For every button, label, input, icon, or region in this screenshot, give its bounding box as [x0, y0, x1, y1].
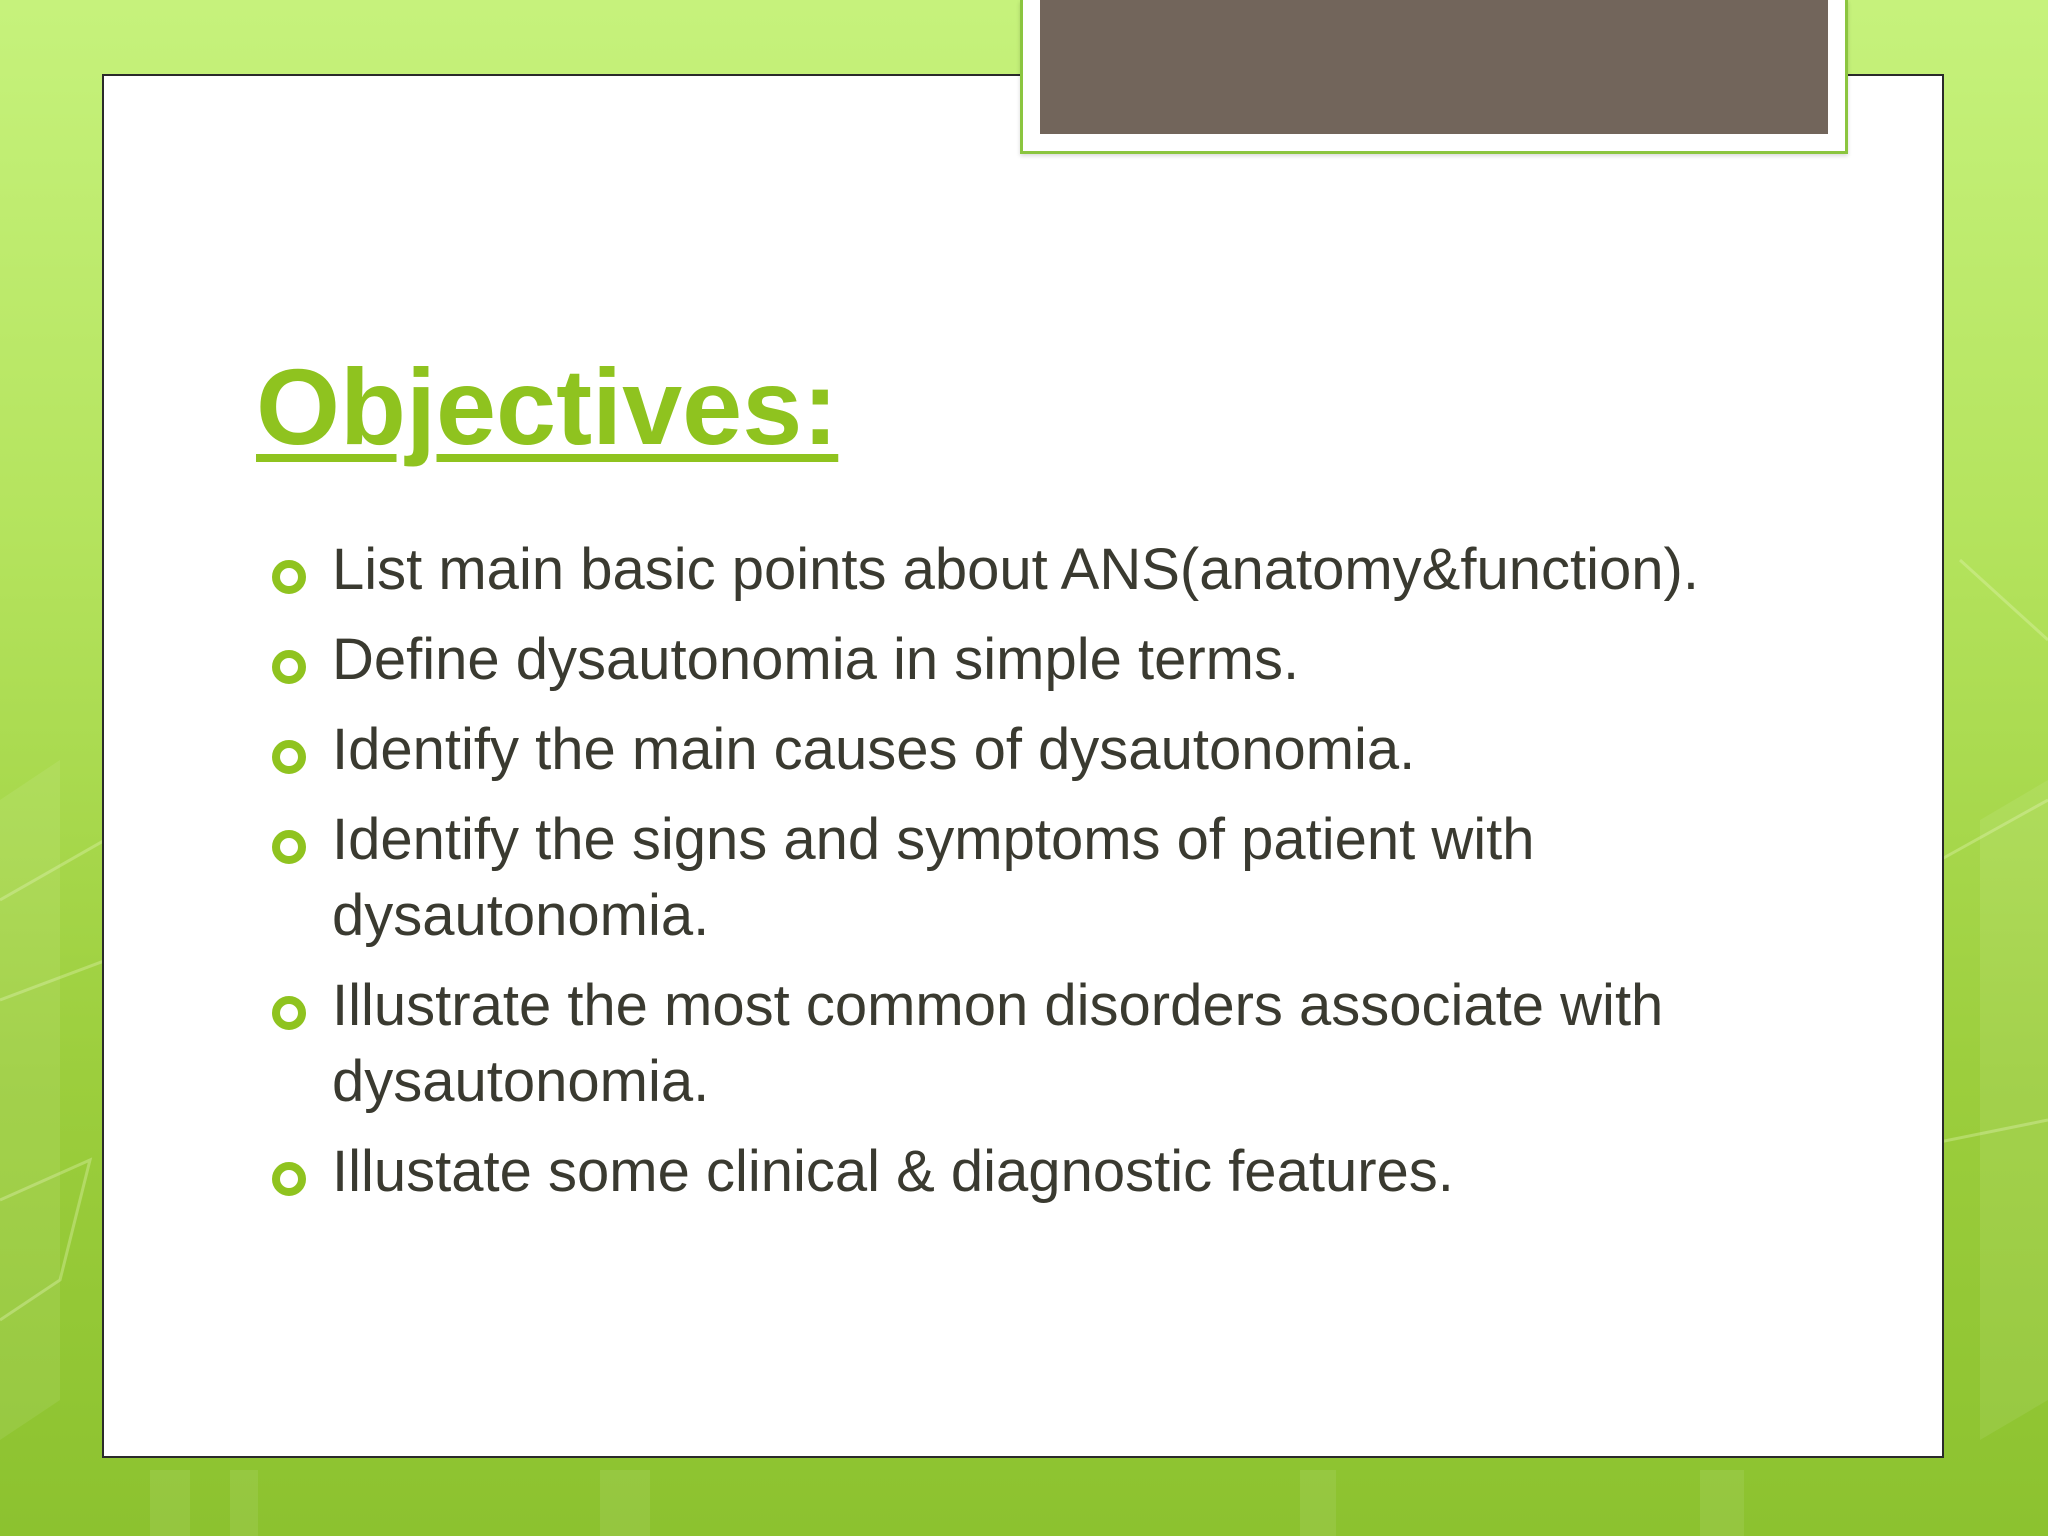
list-item-text: Identify the signs and symptoms of patient with dysautonomia.	[332, 807, 1535, 948]
list-item	[268, 968, 1768, 1120]
hollow-circle-bullet-icon	[272, 830, 306, 864]
objectives-list	[268, 532, 1768, 1224]
list-item-text: Illustate some clinical & diagnostic features.	[332, 1139, 1454, 1204]
list-item-text: Define dysautonomia in simple terms.	[332, 627, 1300, 692]
list-item	[268, 802, 1768, 954]
hollow-circle-bullet-icon	[272, 650, 306, 684]
hollow-circle-bullet-icon	[272, 740, 306, 774]
slide-title: Objectives:	[256, 346, 839, 467]
list-item	[268, 532, 1768, 608]
hollow-circle-bullet-icon	[272, 560, 306, 594]
list-item	[268, 1134, 1768, 1210]
list-item-text: Illustrate the most common disorders associate with dysautonomia.	[332, 973, 1664, 1114]
list-item-text: List main basic points about ANS(anatomy&function).	[332, 537, 1699, 602]
hollow-circle-bullet-icon	[272, 996, 306, 1030]
title-tab-block	[1040, 0, 1828, 134]
list-item	[268, 712, 1768, 788]
list-item-text: Identify the main causes of dysautonomia.	[332, 717, 1416, 782]
hollow-circle-bullet-icon	[272, 1162, 306, 1196]
list-item	[268, 622, 1768, 698]
